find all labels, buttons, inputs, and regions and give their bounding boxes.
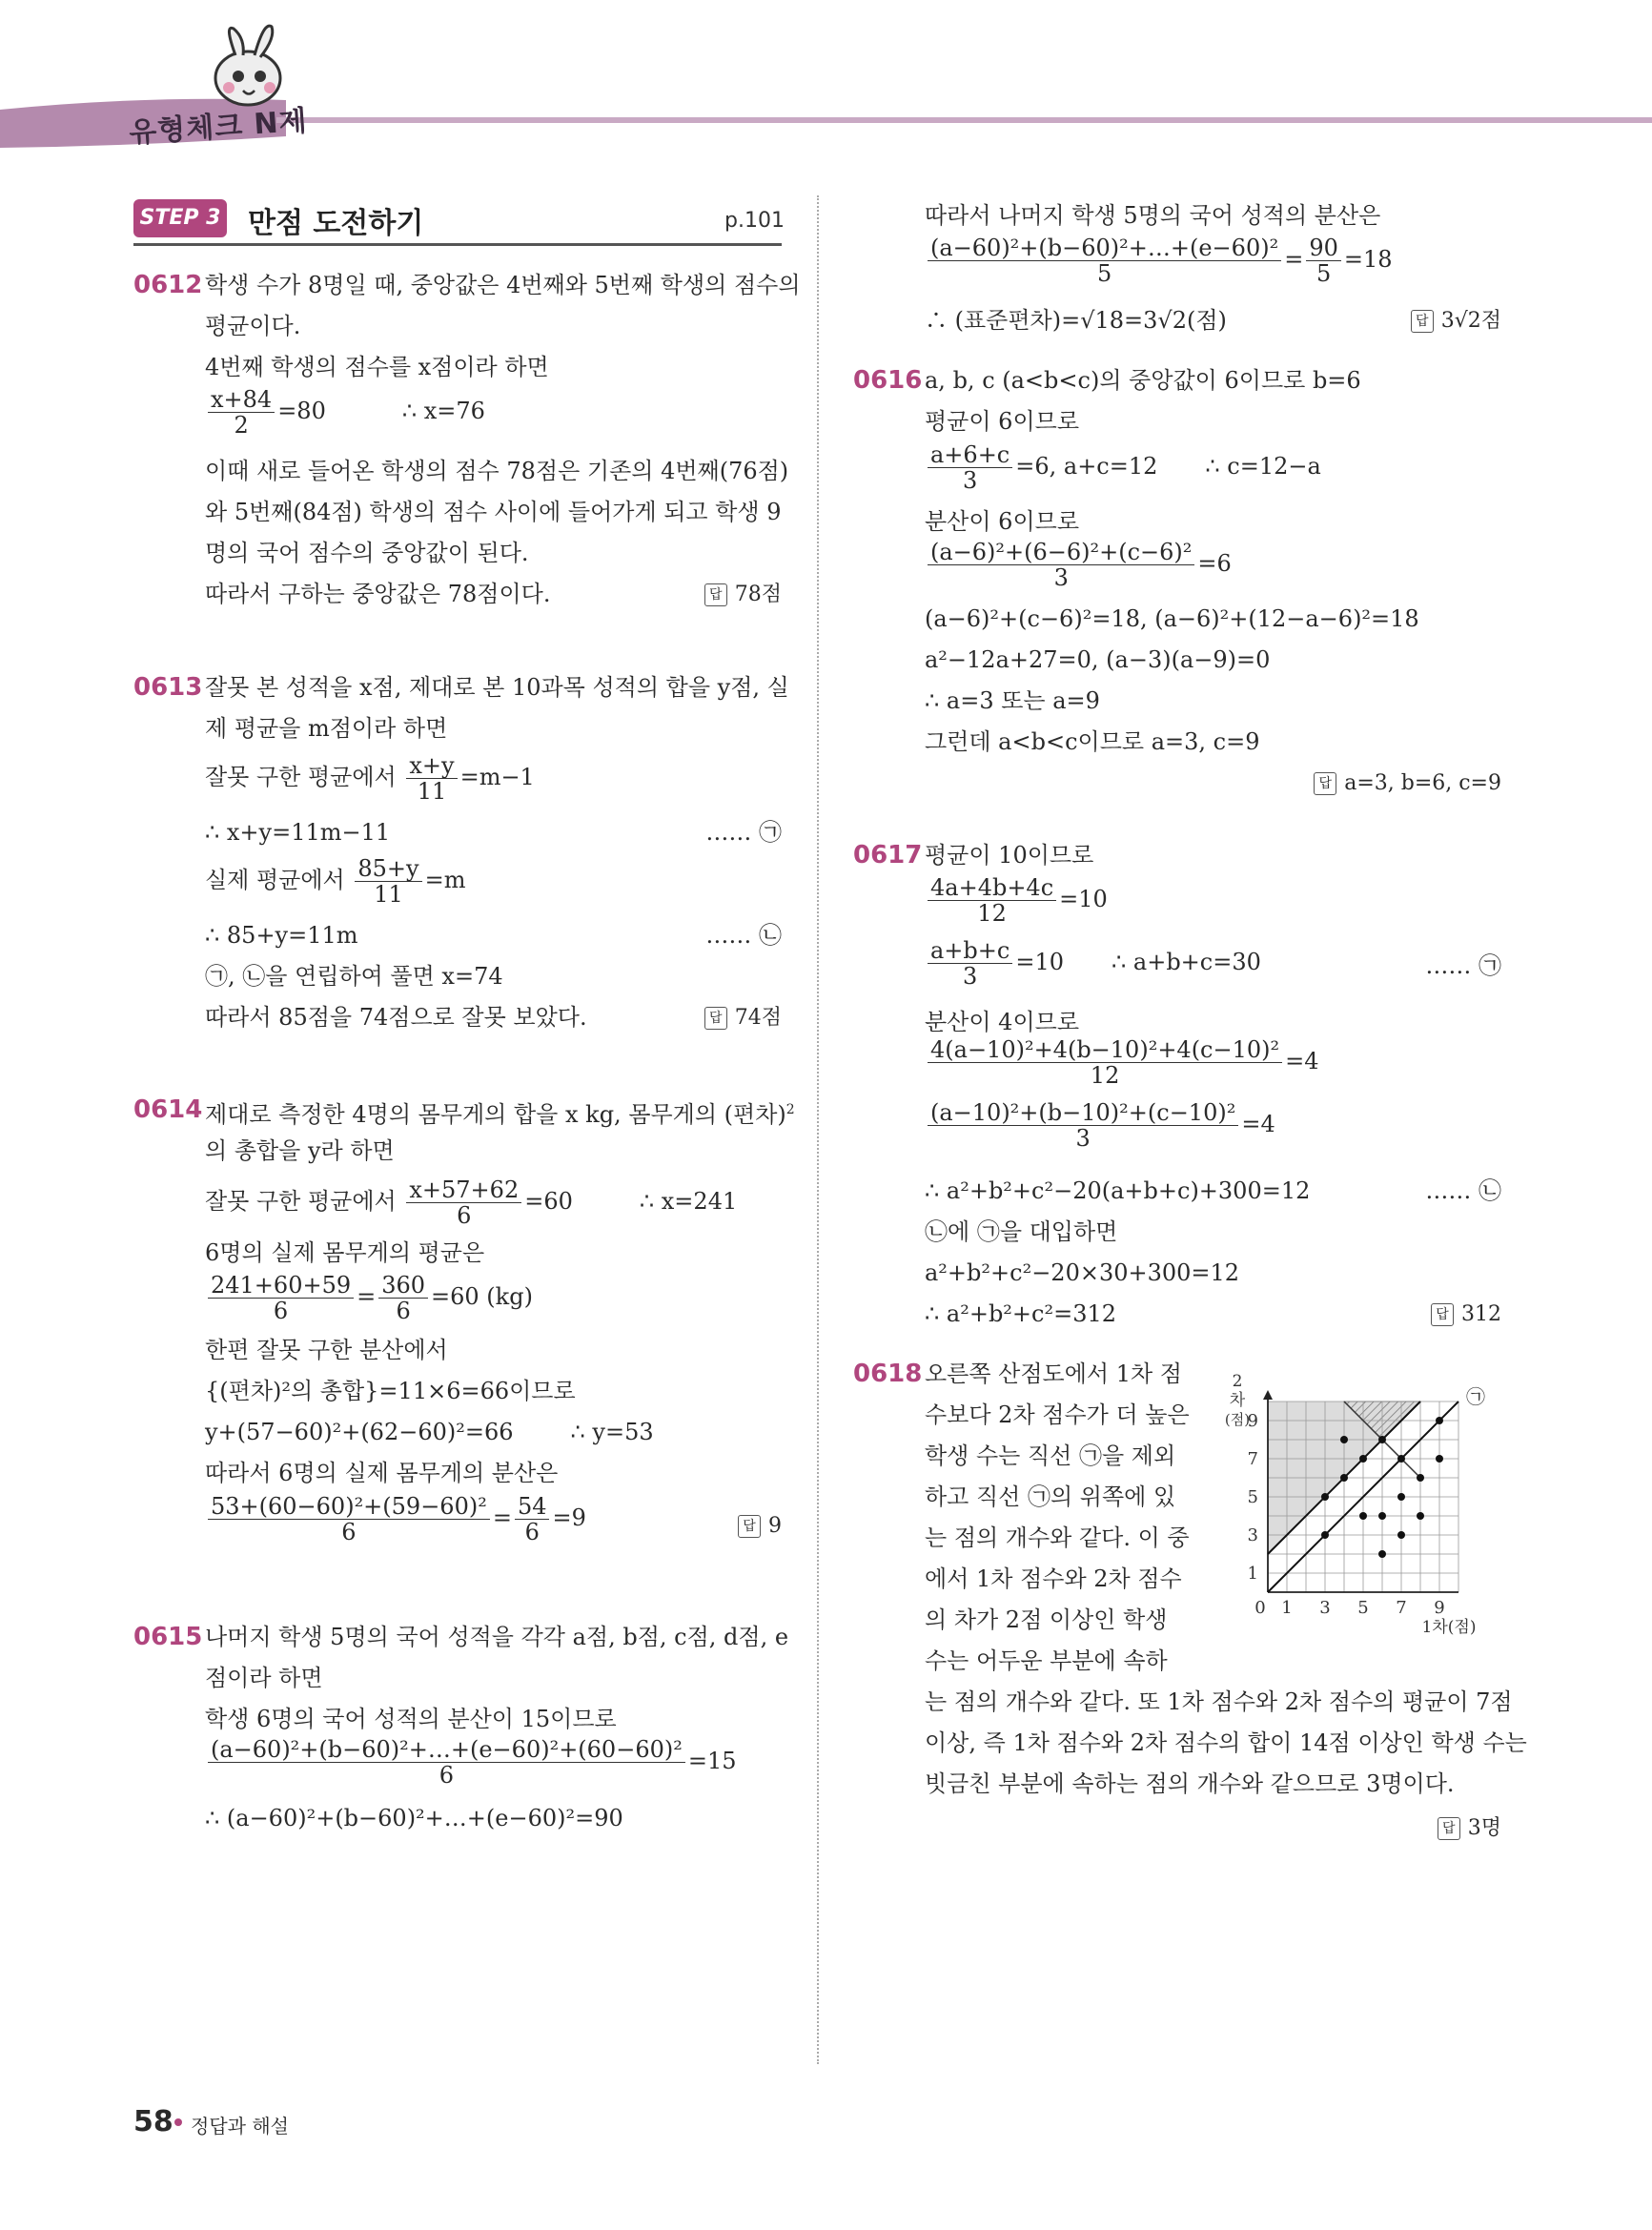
equation-rhs: =60 — [524, 1188, 573, 1215]
equation-rhs: =6 — [1197, 550, 1232, 577]
answer-value: 3명 — [1467, 1816, 1501, 1840]
equation-line — [925, 938, 1261, 989]
equation-line: 그런데 a<b<c이므로 a=3, c=9 — [925, 728, 1260, 755]
text-line: 명의 국어 점수의 중앙값이 된다. — [205, 540, 529, 566]
step-page-ref: p.101 — [724, 209, 785, 233]
fraction — [208, 1737, 685, 1788]
problem-number: 0613 — [133, 673, 203, 702]
text-line: 따라서 6명의 실제 몸무게의 분산은 — [205, 1460, 559, 1486]
answer — [1431, 1294, 1501, 1335]
denominator: 12 — [1090, 1062, 1120, 1089]
equation-rhs: =15 — [687, 1748, 737, 1774]
text-line: 에서 1차 점수와 2차 점수 — [925, 1565, 1182, 1592]
step-badge: STEP 3 — [133, 199, 227, 237]
text-line: 잘못 구한 평균에서 — [205, 764, 397, 790]
equation-line: ∴ 85+y=11m — [205, 922, 358, 949]
text-line: ㉠, ㉡을 연립하여 풀면 x=74 — [205, 963, 503, 990]
equation-marker: …… ㉠ — [705, 819, 782, 846]
equation-line: ∴ a²+b²+c²=312 — [925, 1300, 1117, 1327]
denominator: 5 — [1096, 260, 1112, 287]
data-point — [1397, 1493, 1405, 1501]
data-point — [1417, 1512, 1424, 1520]
page-number: 58 — [133, 2105, 173, 2138]
answer-value: 9 — [768, 1514, 782, 1538]
fraction — [208, 1494, 490, 1545]
column-divider — [817, 195, 819, 2064]
numerator: x+84 — [208, 387, 275, 413]
equation-solution: ∴ x=241 — [639, 1188, 738, 1215]
answer-mark-icon: 답 — [738, 1515, 761, 1538]
text-line: 는 점의 개수와 같다. 이 중 — [925, 1524, 1190, 1551]
text-line: 이때 새로 들어온 학생의 점수 78점은 기존의 4번째(76점) — [205, 458, 789, 484]
x-tick-label: 1 — [1281, 1598, 1293, 1618]
x-tick-label: 5 — [1357, 1598, 1369, 1618]
text-line: 따라서 구하는 중앙값은 78점이다. — [205, 581, 551, 607]
text-line: 분산이 4이므로 — [925, 1009, 1080, 1035]
answer — [738, 1505, 782, 1546]
fraction — [406, 1177, 521, 1228]
data-point — [1378, 1512, 1386, 1520]
header-title: 유형체크 N제 — [128, 104, 309, 151]
equation-line — [925, 540, 1232, 590]
answer-mark-icon: 답 — [1431, 1303, 1454, 1326]
numerator: 4a+4b+4c — [928, 875, 1056, 901]
fraction — [355, 856, 421, 907]
denominator: 11 — [417, 778, 447, 805]
equation-line — [925, 1037, 1319, 1088]
problem-number: 0615 — [133, 1623, 203, 1651]
equation-rhs: =18 — [1343, 246, 1393, 273]
equation-line: $\frac{\text{53+(60−60)²+(59−60)²}}{6}$ = $\frac{54}{6}$ =9 — [205, 1494, 586, 1545]
data-point — [1378, 1436, 1386, 1443]
problem-0615-continued — [853, 195, 1501, 348]
text-line: 잘못 구한 평균에서 — [205, 1188, 397, 1215]
text-line: 점이라 하면 — [205, 1665, 323, 1691]
data-point — [1340, 1436, 1348, 1443]
x-tick-label: 3 — [1319, 1598, 1331, 1618]
numerator: 90 — [1306, 235, 1341, 261]
denominator: 6 — [457, 1202, 472, 1229]
numerator: 241+60+59 — [208, 1273, 354, 1299]
text-line: 수는 어두운 부분에 속하 — [925, 1647, 1168, 1674]
fraction — [928, 938, 1012, 989]
step-underline — [133, 243, 782, 246]
x-axis-label: 1차(점) — [1421, 1618, 1477, 1637]
text-line: 오른쪽 산점도에서 1차 점 — [925, 1361, 1182, 1387]
numerator: a+6+c — [928, 442, 1012, 468]
numerator: a+b+c — [928, 938, 1012, 964]
fraction — [1306, 235, 1341, 286]
y-axis-label: (점) — [1224, 1411, 1251, 1428]
text-line: 한편 잘못 구한 분산에서 — [205, 1337, 448, 1363]
text-line: 평균이다. — [205, 313, 301, 339]
text-line: 4번째 학생의 점수를 x점이라 하면 — [205, 354, 549, 380]
y-tick-label: 1 — [1247, 1564, 1258, 1584]
equation-marker: …… ㉡ — [705, 922, 782, 949]
denominator: 3 — [962, 467, 978, 494]
footer-bullet-icon — [174, 2118, 182, 2126]
equation-marker: …… ㉡ — [1425, 1177, 1501, 1204]
equation-line: $\frac{241+60+59}{6}$ = $\frac{360}{6}$ =60 (kg) — [205, 1273, 533, 1323]
equation-line — [205, 1412, 654, 1453]
numerator: 53+(60−60)²+(59−60)² — [208, 1494, 490, 1520]
answer — [1314, 763, 1501, 804]
data-point — [1321, 1493, 1329, 1501]
text-line: 평균이 10이므로 — [925, 842, 1094, 869]
answer-mark-icon: 답 — [1438, 1817, 1460, 1840]
denominator: 3 — [1075, 1125, 1091, 1152]
equation-solution: ∴ a+b+c=30 — [1112, 949, 1261, 975]
line-label: ㉠ — [1466, 1385, 1485, 1408]
text-line: 수보다 2차 점수가 더 높은 — [925, 1401, 1190, 1428]
problem-0612 — [133, 265, 801, 627]
text-line: ㉡에 ㉠을 대입하면 — [925, 1218, 1118, 1245]
text-line: 따라서 나머지 학생 5명의 국어 성적의 분산은 — [925, 202, 1381, 229]
equation-line — [205, 1177, 737, 1228]
text-line: 의 차가 2점 이상인 학생 — [925, 1606, 1168, 1633]
denominator: 6 — [341, 1519, 357, 1545]
denominator: 12 — [977, 900, 1007, 927]
denominator: 2 — [234, 412, 249, 439]
data-point — [1397, 1455, 1405, 1463]
x-tick-label: 9 — [1434, 1598, 1445, 1618]
text-line: 분산이 6이므로 — [925, 508, 1080, 535]
fraction — [378, 1273, 428, 1323]
problem-0617 — [853, 835, 1501, 1331]
text-line: 잘못 본 성적을 x점, 제대로 본 10과목 성적의 합을 y점, 실 — [205, 674, 789, 701]
answer-value: a=3, b=6, c=9 — [1344, 771, 1501, 795]
y-tick-label: 7 — [1247, 1449, 1258, 1469]
answer-mark-icon: 답 — [704, 583, 727, 606]
problem-number: 0618 — [853, 1360, 923, 1388]
text-line: 학생 수는 직선 ㉠을 제외 — [925, 1442, 1176, 1469]
equation-marker: …… ㉠ — [1425, 952, 1501, 979]
problem-number: 0616 — [853, 366, 923, 395]
answer-value: 74점 — [734, 1006, 782, 1030]
equation-line — [205, 856, 465, 907]
denominator: 6 — [438, 1762, 455, 1789]
text-line: {(편차)²의 총합}=11×6=66이므로 — [205, 1378, 576, 1404]
text-line: 실제 평균에서 — [205, 867, 345, 893]
data-point — [1397, 1531, 1405, 1539]
equation-rhs: =m−1 — [459, 764, 535, 790]
text-line: 빗금친 부분에 속하는 점의 개수와 같으므로 3명이다. — [925, 1770, 1455, 1797]
fraction — [406, 753, 457, 804]
denominator: 3 — [1053, 564, 1069, 591]
numerator: 54 — [515, 1494, 550, 1520]
fraction — [928, 875, 1056, 926]
numerator: 360 — [378, 1273, 428, 1299]
equation-line: a²+b²+c²−20×30+300=12 — [925, 1259, 1240, 1286]
fraction — [515, 1494, 550, 1545]
equation-line — [205, 387, 485, 438]
data-point — [1417, 1474, 1424, 1482]
y-axis-label: 차 — [1229, 1391, 1246, 1410]
footer-label: 정답과 해설 — [191, 2115, 289, 2138]
equation-rhs: =4 — [1285, 1048, 1319, 1074]
equation-line — [925, 875, 1108, 926]
text-line: 따라서 85점을 74점으로 잘못 보았다. — [205, 1004, 587, 1031]
equation-line: ∴ x+y=11m−11 — [205, 819, 391, 846]
denominator: 6 — [396, 1298, 411, 1324]
step-header — [133, 195, 785, 241]
text-line: 평균이 6이므로 — [925, 408, 1080, 435]
equation-line — [205, 753, 535, 804]
numerator: 4(a−10)²+4(b−10)²+4(c−10)² — [928, 1037, 1282, 1063]
numerator: 85+y — [355, 856, 421, 882]
y-tick-label: 3 — [1247, 1525, 1258, 1545]
fraction — [208, 1273, 354, 1323]
equation-rhs: =60 (kg) — [431, 1283, 533, 1310]
problem-0613 — [133, 667, 789, 1031]
y-tick-label: 5 — [1247, 1487, 1258, 1507]
text-line: 는 점의 개수와 같다. 또 1차 점수와 2차 점수의 평균이 7점 — [925, 1688, 1513, 1715]
equation-solution: ∴ c=12−a — [1205, 453, 1321, 480]
text-line: 제 평균을 m점이라 하면 — [205, 715, 448, 742]
equation-solution: ∴ y=53 — [570, 1419, 654, 1445]
problem-0616 — [853, 360, 1501, 808]
text-line: 나머지 학생 5명의 국어 성적을 각각 a점, b점, c점, d점, e — [205, 1624, 789, 1650]
problem-number: 0612 — [133, 271, 203, 299]
problem-0614 — [133, 1090, 795, 1566]
equation-rhs: =m — [424, 867, 466, 893]
answer — [1411, 300, 1501, 341]
fraction — [928, 442, 1012, 493]
equation-line: ∴ (표준편차)=√18=3√2(점) — [925, 307, 1227, 334]
equation-rhs: =80 — [277, 398, 326, 424]
equation-text: y+(57−60)²+(62−60)²=66 — [205, 1419, 514, 1445]
equation-line: ∴ a²+b²+c²−20(a+b+c)+300=12 — [925, 1177, 1311, 1204]
equation-rhs: =6, a+c=12 — [1015, 453, 1158, 480]
scatter-plot — [1211, 1354, 1506, 1640]
equation-line: ∴ a=3 또는 a=9 — [925, 687, 1100, 714]
numerator: (a−60)²+(b−60)²+…+(e−60)² — [928, 235, 1281, 261]
fraction — [928, 1100, 1238, 1151]
answer — [1438, 1808, 1501, 1849]
fraction — [928, 540, 1194, 590]
equation-line: a²−12a+27=0, (a−3)(a−9)=0 — [925, 646, 1271, 673]
denominator: 6 — [273, 1298, 289, 1324]
equation-solution: ∴ x=76 — [401, 398, 485, 424]
equation-line — [925, 1100, 1275, 1151]
equation-rhs: =4 — [1241, 1111, 1275, 1137]
numerator: (a−60)²+(b−60)²+…+(e−60)²+(60−60)² — [208, 1737, 685, 1763]
answer-value: 78점 — [734, 583, 782, 606]
text-line: 학생 6명의 국어 성적의 분산이 15이므로 — [205, 1706, 617, 1732]
data-point — [1321, 1531, 1329, 1539]
problem-0615 — [133, 1617, 789, 1846]
superscript: 2 — [785, 1102, 795, 1117]
text-line: a, b, c (a<b<c)의 중앙값이 6이므로 b=6 — [925, 367, 1361, 394]
numerator: (a−10)²+(b−10)²+(c−10)² — [928, 1100, 1238, 1126]
x-tick-label: 7 — [1396, 1598, 1407, 1618]
equation-rhs: =10 — [1059, 886, 1108, 912]
x-tick-label: 0 — [1254, 1598, 1266, 1618]
data-point — [1340, 1474, 1348, 1482]
data-point — [1436, 1417, 1443, 1424]
equation-rhs: =10 — [1015, 949, 1064, 975]
data-point — [1359, 1455, 1367, 1463]
problem-number: 0614 — [133, 1095, 203, 1124]
equation-line: $\frac{\text{(a−60)²+(b−60)²+…+(e−60)²}}{5}$ = $\frac{90}{5}$ =18 — [925, 235, 1393, 286]
text-line: 의 총합을 y라 하면 — [205, 1137, 395, 1164]
equation-line — [925, 442, 1321, 493]
text-line: 와 5번째(84점) 학생의 점수 사이에 들어가게 되고 학생 9 — [205, 499, 782, 525]
numerator: x+57+62 — [406, 1177, 521, 1203]
equation-line: ∴ (a−60)²+(b−60)²+…+(e−60)²=90 — [205, 1805, 623, 1831]
denominator: 6 — [524, 1519, 540, 1545]
answer — [704, 997, 782, 1038]
answer-mark-icon: 답 — [1411, 310, 1434, 333]
y-axis-label: 2 — [1232, 1372, 1243, 1391]
answer-value: 312 — [1461, 1302, 1501, 1326]
answer-mark-icon: 답 — [704, 1007, 727, 1030]
answer-mark-icon: 답 — [1314, 772, 1336, 795]
text-line: 6명의 실제 몸무게의 평균은 — [205, 1239, 485, 1266]
y-tick-label: 9 — [1247, 1411, 1258, 1431]
data-point — [1436, 1455, 1443, 1463]
text-line: 이상, 즉 1차 점수와 2차 점수의 합이 14점 이상인 학생 수는 — [925, 1729, 1527, 1756]
y-axis-arrow-icon — [1263, 1390, 1273, 1400]
fraction — [928, 235, 1281, 286]
answer — [704, 574, 782, 615]
data-point — [1359, 1512, 1367, 1520]
fraction — [928, 1037, 1282, 1088]
text-line — [205, 1090, 795, 1135]
text-span: 제대로 측정한 4명의 몸무게의 합을 x kg, 몸무게의 (편차) — [205, 1101, 786, 1128]
text-line: 하고 직선 ㉠의 위쪽에 있 — [925, 1483, 1176, 1510]
data-point — [1378, 1550, 1386, 1558]
denominator: 3 — [963, 963, 978, 990]
denominator: 11 — [374, 881, 403, 908]
denominator: 5 — [1315, 260, 1332, 287]
equation-line: (a−6)²+(c−6)²=18, (a−6)²+(12−a−6)²=18 — [925, 605, 1419, 632]
numerator: (a−6)²+(6−6)²+(c−6)² — [928, 540, 1194, 565]
mascot-icon — [195, 19, 300, 110]
problem-number: 0617 — [853, 841, 923, 869]
fraction — [208, 387, 275, 438]
text-line: 학생 수가 8명일 때, 중앙값은 4번째와 5번째 학생의 점수의 — [205, 272, 801, 298]
step-title: 만점 도전하기 — [248, 207, 424, 240]
equation-line — [205, 1737, 737, 1788]
equation-rhs: =9 — [552, 1504, 586, 1531]
answer-value: 3√2점 — [1440, 309, 1501, 333]
numerator: x+y — [406, 753, 457, 779]
